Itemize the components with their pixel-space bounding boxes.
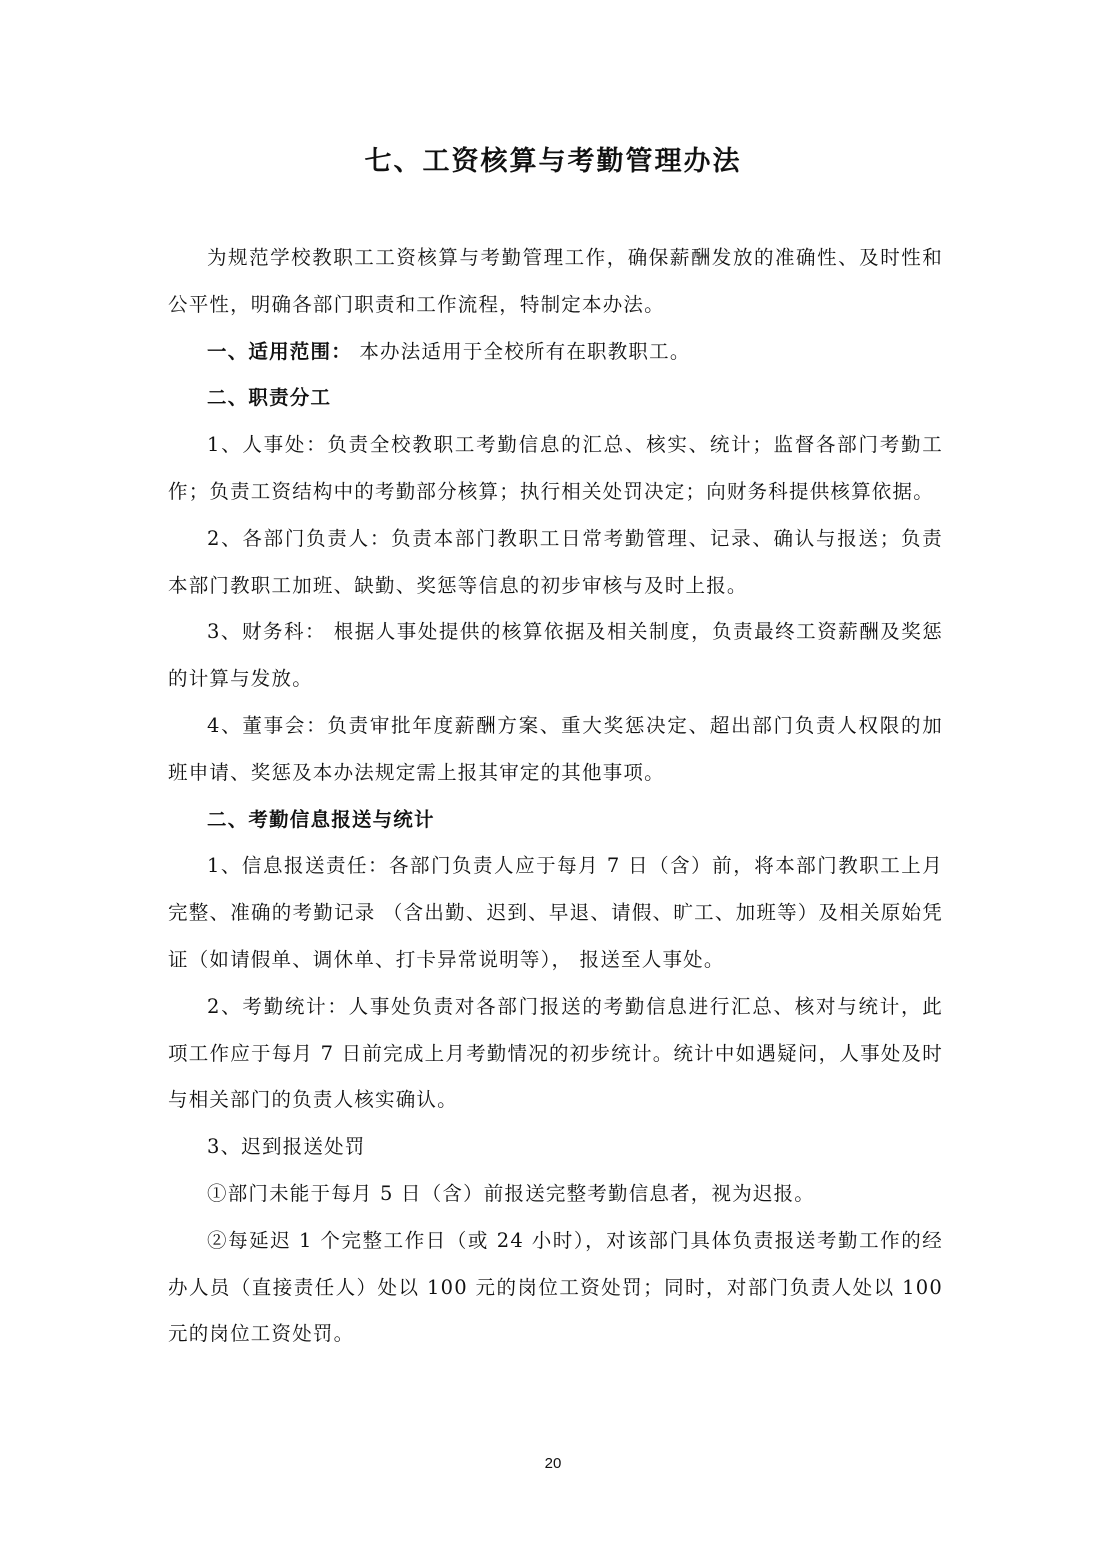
paragraph-text: 为规范学校教职工工资核算与考勤管理工作，确保薪酬发放的准确性、及时性和公平性，明确各部门职责和工作流程，特制定本办法。: [168, 246, 943, 316]
paragraph-text: 2、考勤统计：人事处负责对各部门报送的考勤信息进行汇总、核对与统计，此项工作应于每月 7 日前完成上月考勤情况的初步统计。统计中如遇疑问，人事处及时与相关部门的负责人核实确认。: [168, 994, 943, 1112]
paragraph-text: 3、财务科： 根据人事处提供的核算依据及相关制度，负责最终工资薪酬及奖惩的计算与发放。: [168, 620, 943, 691]
section-heading-reporting: 二、考勤信息报送与统计: [207, 807, 435, 831]
paragraph-text: 本办法适用于全校所有在职教职工。: [359, 339, 691, 363]
paragraph-reporting-responsibility: [168, 843, 943, 983]
section-heading-scope: 一、适用范围：: [207, 339, 352, 363]
paragraph-text: 1、信息报送责任：各部门负责人应于每月 7 日（含）前，将本部门教职工上月完整、准确的考勤记录 （含出勤、迟到、早退、请假、旷工、加班等）及相关原始凭证（如请假单、调休单、打卡异常说明等）， 报送至人事处。: [168, 854, 943, 971]
paragraph-late-penalty-heading: [168, 1124, 943, 1171]
paragraph-intro: [168, 235, 943, 329]
paragraph-duty-board: [168, 703, 943, 797]
paragraph-scope: [168, 329, 943, 376]
paragraph-duties-heading: [168, 375, 943, 422]
paragraph-duty-hr: [168, 422, 943, 516]
paragraph-attendance-statistics: [168, 984, 943, 1124]
paragraph-text: ①部门未能于每月 5 日（含）前报送完整考勤信息者，视为迟报。: [207, 1181, 816, 1205]
document-body: [168, 235, 943, 1358]
document-title: 七、工资核算与考勤管理办法: [364, 146, 742, 177]
paragraph-reporting-heading: [168, 797, 943, 844]
paragraph-text: 1、人事处：负责全校教职工考勤信息的汇总、核实、统计；监督各部门考勤工作；负责工资结构中的考勤部分核算；执行相关处罚决定；向财务科提供核算依据。: [168, 433, 943, 503]
section-heading-duties: 二、职责分工: [207, 386, 332, 410]
paragraph-duty-dept-head: [168, 516, 943, 610]
paragraph-late-penalty-2: [168, 1218, 943, 1358]
paragraph-text: 2、各部门负责人：负责本部门教职工日常考勤管理、记录、确认与报送；负责本部门教职工加班、缺勤、奖惩等信息的初步审核与及时上报。: [168, 526, 943, 597]
paragraph-text: 4、董事会：负责审批年度薪酬方案、重大奖惩决定、超出部门负责人权限的加班申请、奖惩及本办法规定需上报其审定的其他事项。: [168, 713, 943, 784]
paragraph-duty-finance: [168, 609, 943, 703]
page-number: 20: [544, 1455, 562, 1472]
paragraph-late-penalty-1: [168, 1171, 943, 1218]
paragraph-text: ②每延迟 1 个完整工作日（或 24 小时），对该部门具体负责报送考勤工作的经办人员（直接责任人）处以 100 元的岗位工资处罚；同时，对部门负责人处以 100 元的岗位工资处罚。: [168, 1228, 943, 1346]
paragraph-text: 3、迟到报送处罚: [207, 1135, 366, 1159]
